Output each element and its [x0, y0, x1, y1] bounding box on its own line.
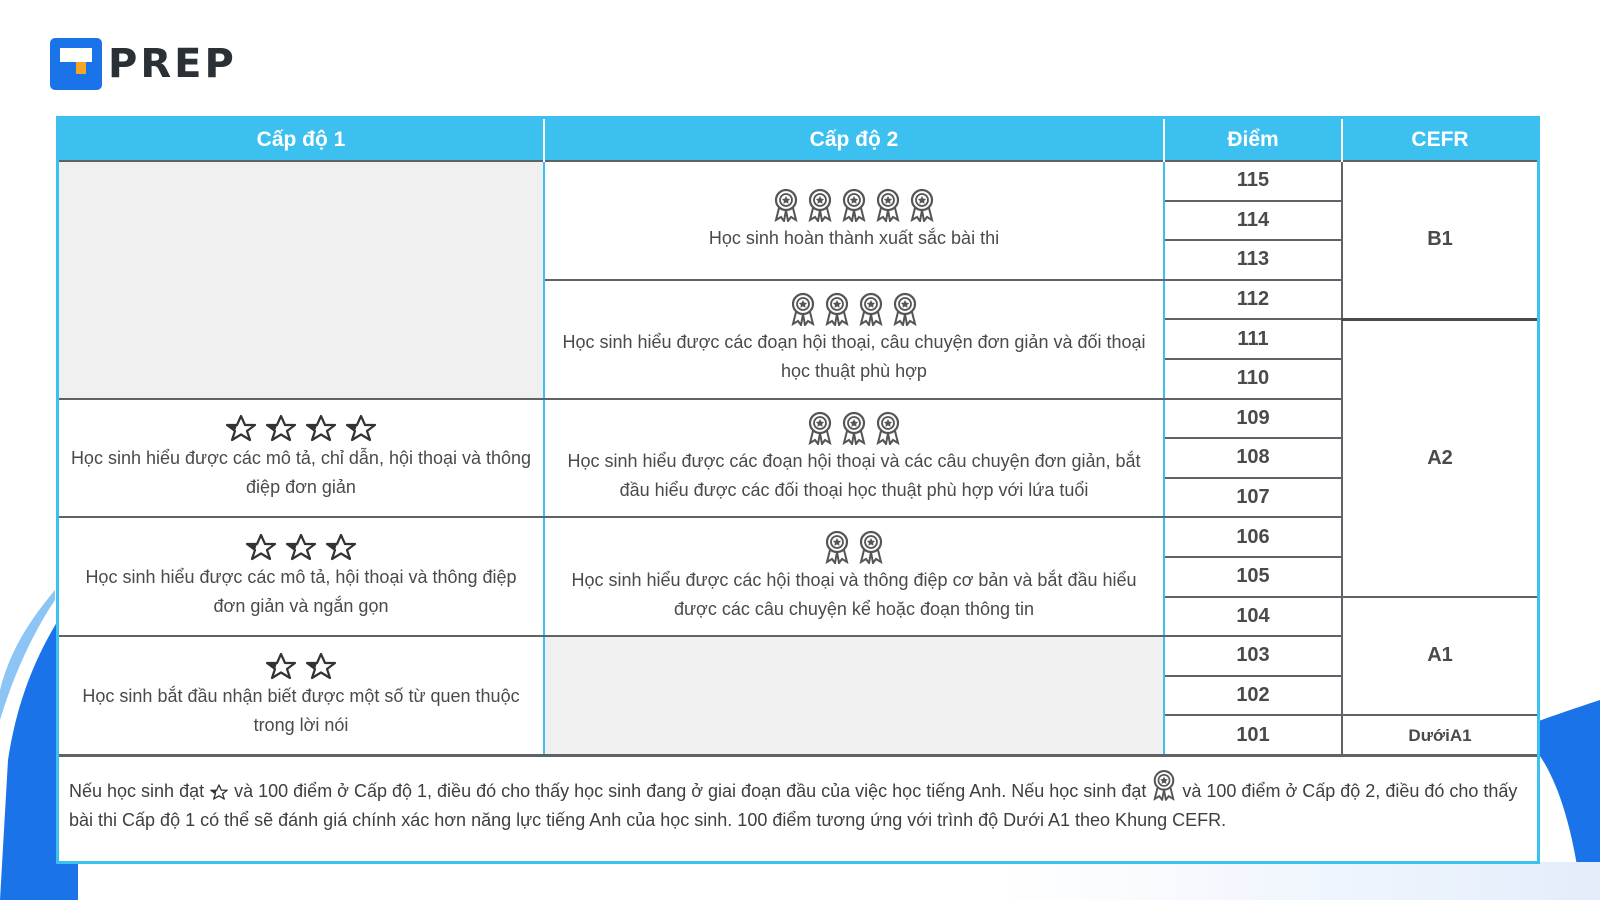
medal-icons [545, 530, 1163, 564]
level2-description: Học sinh hoàn thành xuất sắc bài thi [708, 227, 1000, 248]
score-107: 107 [1164, 478, 1342, 518]
table-row [59, 399, 1537, 439]
cefr-below-a1: DướiA1 [1342, 715, 1537, 755]
footnote-part2: và 100 điểm ở Cấp độ 1, điều đó cho thấy học sinh đang ở giai đoạn đầu của việc học tiếng Anh. Nếu học sinh đạt [234, 781, 1147, 801]
brand-logo[interactable] [50, 38, 237, 90]
medal-icon [874, 411, 902, 445]
star-icon [304, 414, 338, 442]
medal-icons [545, 292, 1163, 326]
medal-icons [545, 411, 1163, 445]
star-icon [324, 533, 358, 561]
level2-description: Học sinh hiểu được các đoạn hội thoại và các câu chuyện đơn giản, bắt đầu hiểu được các đối thoại học thuật phù hợp với lứa tuổi [567, 450, 1141, 500]
medal-icon [857, 530, 885, 564]
table-row [59, 161, 1537, 201]
score-108: 108 [1164, 438, 1342, 478]
level2-cell-5-medals [544, 161, 1164, 280]
score-110: 110 [1164, 359, 1342, 399]
level1-description: Học sinh bắt đầu nhận biết được một số từ quen thuộc trong lời nói [82, 685, 520, 735]
medal-icon [823, 292, 851, 326]
star-icon [264, 652, 298, 680]
level2-cell-4-medals [544, 280, 1164, 399]
table-row [59, 517, 1537, 557]
star-icon [264, 414, 298, 442]
footnote-part3: và 100 điểm ở Cấp độ 2, điều đó cho thấy bài thi Cấp độ 1 có thể sẽ đánh giá chính xác hơn năng lực tiếng Anh của học sinh. 100 điểm tương ứng với trình độ Dưới A1 theo Khung CEFR. [69, 781, 1518, 830]
medal-icon [789, 292, 817, 326]
level1-description: Học sinh hiểu được các mô tả, chỉ dẫn, hội thoại và thông điệp đơn giản [70, 447, 532, 497]
medal-icon [874, 188, 902, 222]
medal-icon [840, 188, 868, 222]
header-level1: Cấp độ 1 [59, 119, 544, 161]
background-glow [1000, 862, 1600, 900]
level2-cell-3-medals [544, 399, 1164, 518]
medal-icon [891, 292, 919, 326]
star-icon [284, 533, 318, 561]
header-level2: Cấp độ 2 [544, 119, 1164, 161]
medal-icon [823, 530, 851, 564]
score-101: 101 [1164, 715, 1342, 755]
level1-description: Học sinh hiểu được các mô tả, hội thoại và thông điệp đơn giản và ngắn gọn [85, 566, 517, 616]
score-103: 103 [1164, 636, 1342, 676]
medal-icon [1151, 769, 1177, 801]
level2-description: Học sinh hiểu được các đoạn hội thoại, câu chuyện đơn giản và đối thoại học thuật phù hợp [562, 332, 1146, 382]
score-115: 115 [1164, 161, 1342, 201]
score-114: 114 [1164, 201, 1342, 241]
score-table [59, 119, 1537, 756]
star-icon [224, 414, 258, 442]
score-112: 112 [1164, 280, 1342, 320]
table-row [59, 636, 1537, 676]
medal-icon [806, 411, 834, 445]
table-header-row [59, 119, 1537, 161]
star-icons [59, 533, 543, 561]
star-icon [209, 783, 229, 801]
prep-logo-icon [50, 38, 102, 90]
header-cefr: CEFR [1342, 119, 1537, 161]
header-score: Điểm [1164, 119, 1342, 161]
medal-icon [908, 188, 936, 222]
level1-cell-2-stars [59, 636, 544, 755]
score-109: 109 [1164, 399, 1342, 439]
cefr-score-table-card [56, 116, 1540, 864]
level2-description: Học sinh hiểu được các hội thoại và thông điệp cơ bản và bắt đầu hiểu được các câu chuyện kể hoặc đoạn thông tin [571, 569, 1137, 619]
brand-name: PREP [108, 41, 237, 87]
level1-empty-cell [59, 161, 544, 399]
score-111: 111 [1164, 319, 1342, 359]
medal-icon [772, 188, 800, 222]
star-icons [59, 652, 543, 680]
score-104: 104 [1164, 597, 1342, 637]
level2-cell-2-medals [544, 517, 1164, 636]
score-105: 105 [1164, 557, 1342, 597]
star-icon [344, 414, 378, 442]
footnote [59, 755, 1537, 861]
medal-icons [545, 188, 1163, 222]
score-106: 106 [1164, 517, 1342, 557]
score-102: 102 [1164, 676, 1342, 716]
star-icons [59, 414, 543, 442]
score-113: 113 [1164, 240, 1342, 280]
level1-cell-3-stars [59, 517, 544, 636]
medal-icon [806, 188, 834, 222]
medal-icon [857, 292, 885, 326]
medal-icon [840, 411, 868, 445]
cefr-b1: B1 [1342, 161, 1537, 319]
footnote-part1: Nếu học sinh đạt [69, 781, 205, 801]
level2-empty-cell [544, 636, 1164, 755]
cefr-a2: A2 [1342, 319, 1537, 596]
level1-cell-4-stars [59, 399, 544, 518]
star-icon [244, 533, 278, 561]
star-icon [304, 652, 338, 680]
cefr-a1: A1 [1342, 597, 1537, 716]
